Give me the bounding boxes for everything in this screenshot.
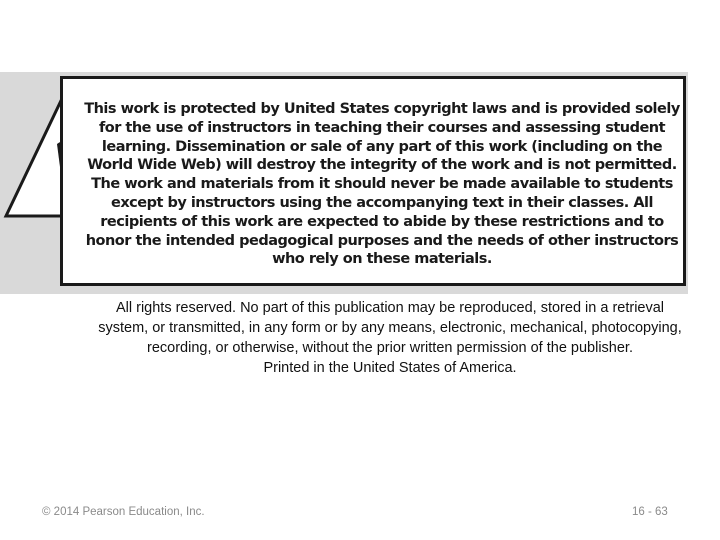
rights-line-3: recording, or otherwise, without the prior written permission of the publisher.: [147, 340, 633, 356]
copyright-warning-panel: [0, 72, 688, 294]
rights-line-2: system, or transmitted, in any form or by any means, electronic, mechanical, photocopying,: [98, 320, 682, 336]
rights-line-1: All rights reserved. No part of this publication may be reproduced, stored in a retrieval: [115, 300, 665, 316]
rights-line-4: Printed in the United States of America.: [263, 360, 517, 376]
slide-number: 16 - 63: [632, 506, 668, 518]
rights-reserved-notice: [40, 298, 720, 378]
copyright-warning-box: [60, 76, 686, 286]
footer-copyright: © 2014 Pearson Education, Inc.: [42, 506, 205, 518]
copyright-warning-text: This work is protected by United States copyright laws and is provided solely for the use of instructors in teaching their courses and assessing student learning. Dissemination or sale of any part of this work (including on the World Wide Web) will destroy the integrity of the work and is not permitted. The work and materials from it should never be made available to students except by instructors using the accompanying text in their classes. All recipients of this work are expected to abide by these restrictions and to honor the intended pedagogical purposes and the needs of other instructors who rely on these materials.: [84, 101, 680, 268]
